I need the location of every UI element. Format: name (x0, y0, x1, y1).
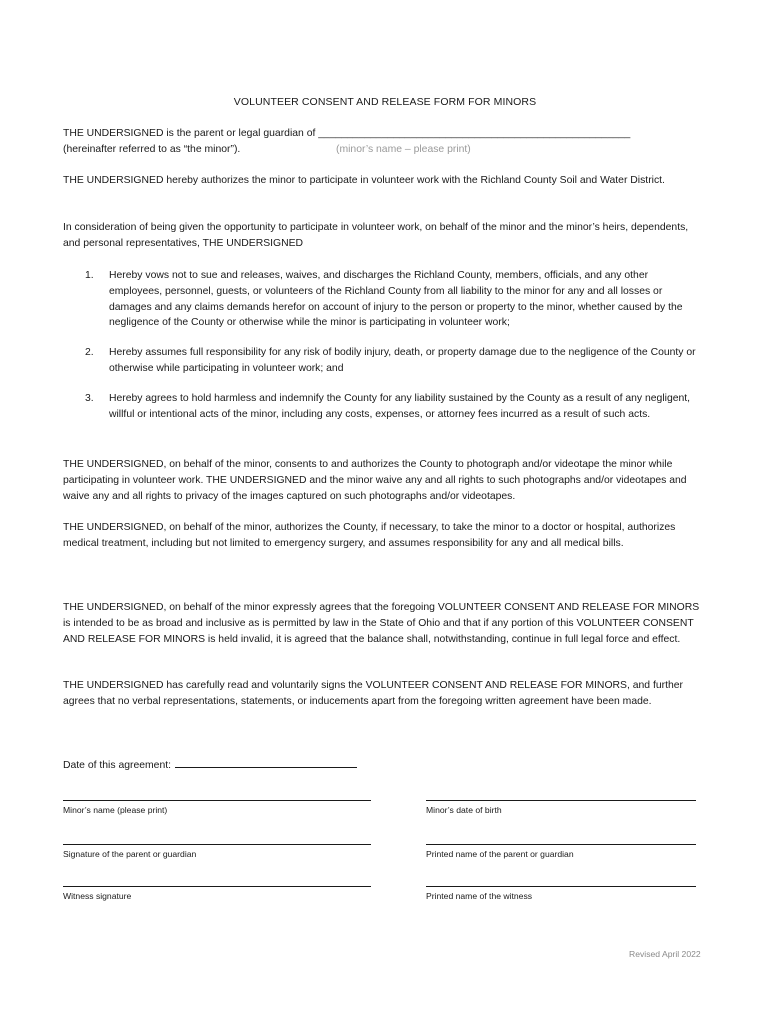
witness-signature-field[interactable] (63, 886, 371, 901)
list-item-text: Hereby assumes full responsibility for any risk of bodily injury, death, or property damage due to the negligence of the County or otherwise while participating in volunteer work; and (109, 347, 696, 374)
witness-signature-label: Witness signature (63, 891, 132, 901)
list-number: 1. (85, 270, 94, 281)
scope-paragraph: THE UNDERSIGNED, on behalf of the minor expressly agrees that the foregoing VOLUNTEER CONSENT AND RELEASE FOR MINORS is intended to be as broad and inclusive as is permitted by law in the State of Ohio and that if any portion of this VOLUNTEER CONSENT AND RELEASE FOR MINORS is held invalid, it is agreed that the balance shall, notwithstanding, continue in full legal force and effect. (63, 602, 700, 645)
signature-line[interactable] (63, 800, 371, 801)
parent-signature-label: Signature of the parent or guardian (63, 849, 197, 859)
signature-line[interactable] (63, 886, 371, 887)
signature-line[interactable] (63, 844, 371, 845)
photo-consent-paragraph: THE UNDERSIGNED, on behalf of the minor, consents to and authorizes the County to photograph and/or videotape the minor while participating in volunteer work. THE UNDERSIGNED and the minor waive any and all rights to such photographs and/or videotapes and waive any and all rights to privacy of the images captured on such photographs and/or videotapes. (63, 459, 687, 502)
form-title: VOLUNTEER CONSENT AND RELEASE FORM FOR MINORS (233, 96, 537, 108)
release-terms-list (63, 268, 703, 436)
list-item (63, 268, 703, 331)
minor-name-label: Minor’s name (please print) (63, 805, 168, 815)
list-item-text: Hereby agrees to hold harmless and indemnify the County for any liability sustained by the County as a result of any negligent, willful or intentional acts of the minor, including any costs, expenses, or attorney fees incurred as a result of such acts. (109, 392, 691, 420)
minor-name-hint: (minor’s name – please print) (336, 144, 471, 155)
list-item (63, 391, 703, 423)
agreement-date-field[interactable] (63, 757, 357, 771)
guardian-reference (63, 142, 708, 158)
guardian-statement: THE UNDERSIGNED is the parent or legal guardian of ______________________________________________________ (63, 128, 631, 139)
parent-signature-field[interactable] (63, 844, 371, 859)
minor-reference-text: (hereinafter referred to as “the minor”). (63, 144, 241, 155)
signature-line[interactable] (426, 844, 696, 845)
minor-name-field[interactable] (63, 800, 371, 815)
minor-dob-field[interactable] (426, 800, 696, 815)
list-item-text: Hereby vows not to sue and releases, waives, and discharges the Richland County, members, officials, and any other employees, personnel, guests, or volunteers of the Richland County from all liability to the minor for any and all losses or damages and any claims demands herefor on account of injury to the person or property to the minor, whether caused by the negligence of the County or otherwise while the minor is participating in volunteer work; (109, 270, 683, 329)
agreement-date-label: Date of this agreement: (63, 760, 172, 771)
list-number: 2. (85, 347, 94, 359)
list-item (63, 345, 703, 377)
minor-dob-label: Minor’s date of birth (426, 805, 502, 815)
parent-printed-name-label: Printed name of the parent or guardian (426, 849, 574, 859)
signature-line[interactable] (426, 886, 696, 887)
signature-line[interactable] (426, 800, 696, 801)
witness-printed-name-field[interactable] (426, 886, 696, 901)
list-number: 3. (85, 392, 94, 404)
medical-consent-paragraph: THE UNDERSIGNED, on behalf of the minor, authorizes the County, if necessary, to take the minor to a doctor or hospital, authorizes medical treatment, including but not limited to emergency surgery, and assumes responsibility for any and all medical bills. (63, 522, 676, 549)
revision-note: Revised April 2022 (629, 949, 701, 959)
authorization-paragraph: THE UNDERSIGNED hereby authorizes the minor to participate in volunteer work with the Richland County Soil and Water District. (63, 175, 665, 186)
agreement-date-line[interactable] (175, 757, 357, 768)
acknowledgement-paragraph: THE UNDERSIGNED has carefully read and voluntarily signs the VOLUNTEER CONSENT AND RELEASE FOR MINORS, and further agrees that no verbal representations, statements, or inducements apart from the foregoing written agreement have been made. (63, 680, 683, 707)
consideration-paragraph: In consideration of being given the opportunity to participate in volunteer work, on behalf of the minor and the minor’s heirs, dependents, and personal representatives, THE UNDERSIGNED (63, 222, 689, 249)
witness-printed-name-label: Printed name of the witness (426, 891, 533, 901)
parent-printed-name-field[interactable] (426, 844, 696, 859)
